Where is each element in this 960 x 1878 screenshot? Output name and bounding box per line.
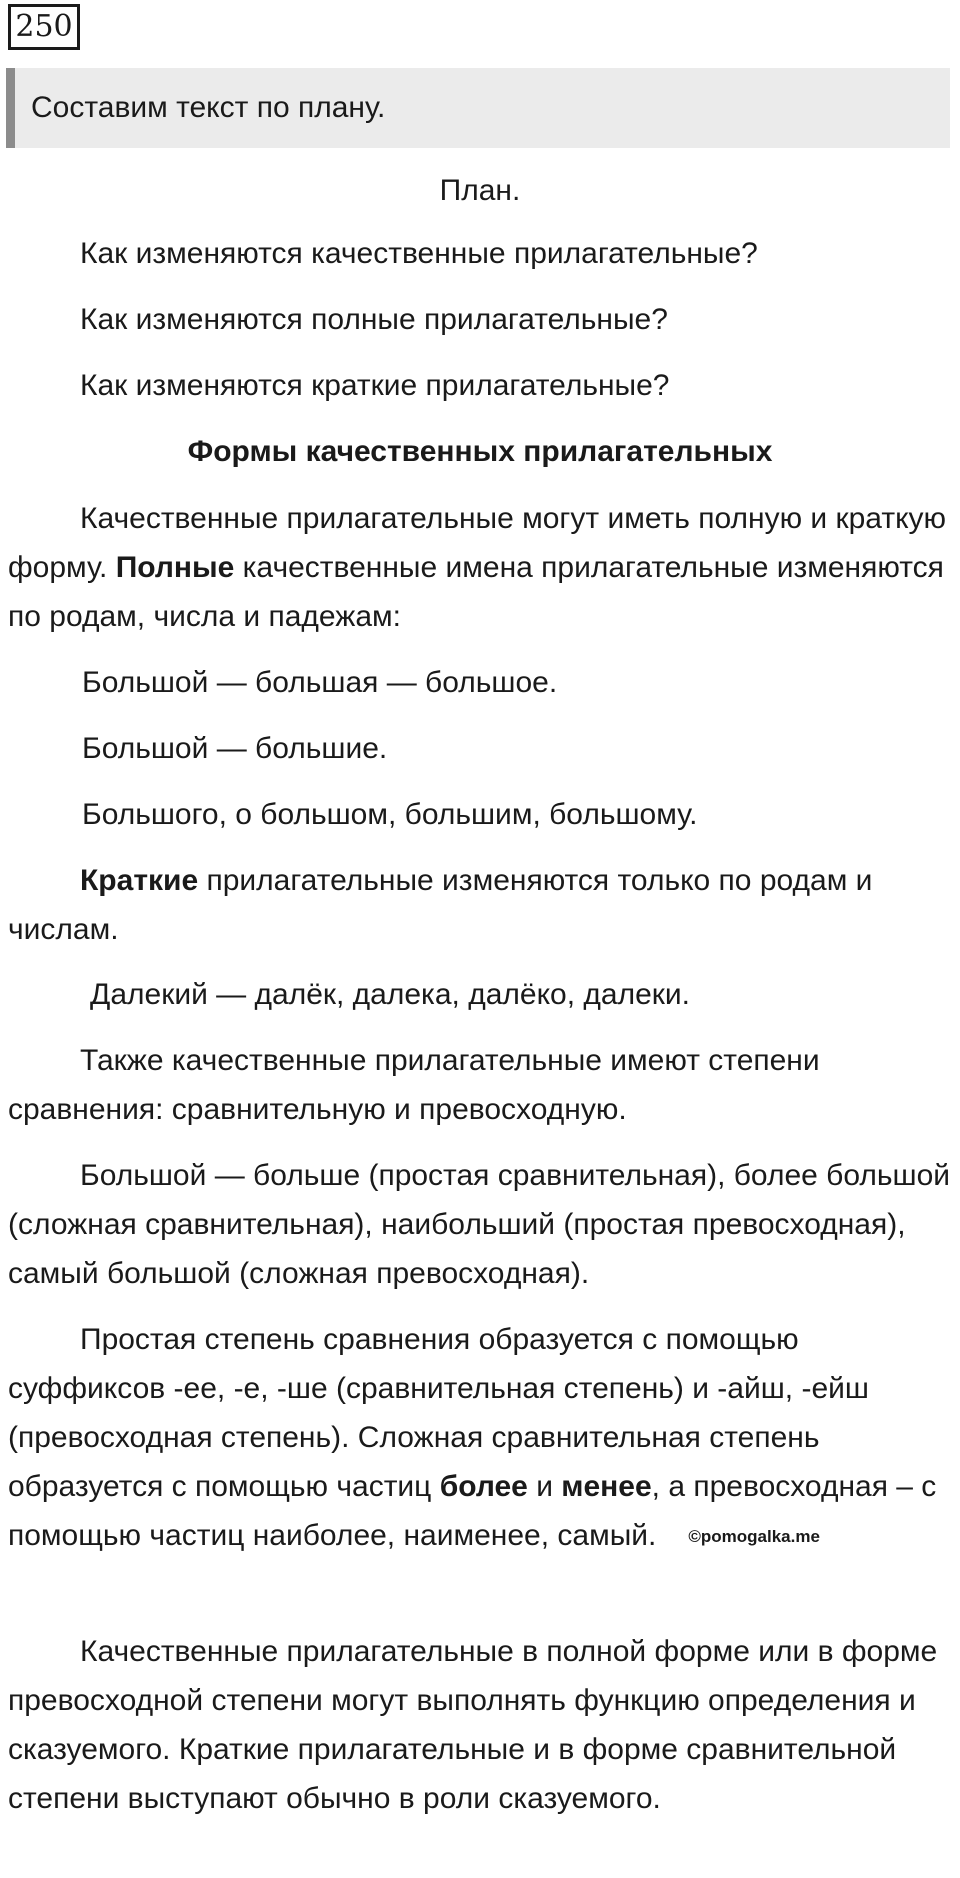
paragraph: Большой — больше (простая сравнительная), более большой (сложная сравнительная), наибольший (простая превосходная), самый большой (сложная превосходная). [8, 1159, 951, 1290]
bold-term: Полные [115, 551, 235, 584]
watermark: ©pomogalka.me [688, 1527, 820, 1546]
example-line: Большого, о большом, большим, большому. [82, 798, 698, 831]
paragraph [8, 494, 952, 641]
plan-item: Как изменяются качественные прилагательные? [80, 237, 758, 270]
paragraph-text: Простая степень сравнения образуется с помощью суффиксов -ее, -е, -ше (сравнительная степень) и -айш, -ейш (превосходная степень). Сложная сравнительная степень образуется с помощью частиц [8, 1323, 869, 1503]
bold-term: более [439, 1470, 528, 1503]
section-heading: Формы качественных прилагательных [187, 435, 773, 468]
bold-term: менее [561, 1470, 652, 1503]
paragraph-text: и [527, 1470, 562, 1503]
task-banner [6, 68, 950, 148]
example-line: Большой — большие. [82, 732, 388, 765]
plan-item: Как изменяются краткие прилагательные? [80, 369, 670, 402]
paragraph-text: прилагательные изменяются только по родам и числам. [8, 864, 873, 946]
paragraph [8, 1315, 952, 1561]
paragraph: Также качественные прилагательные имеют степени сравнения: сравнительную и превосходную. [8, 1044, 820, 1126]
example-line: Большой — большая — большое. [82, 666, 558, 699]
plan-item: Как изменяются полные прилагательные? [80, 303, 668, 336]
plan-title: План. [439, 174, 521, 207]
paragraph-text: , а превосходная – с помощью частиц наиболее, наименее, самый. [8, 1470, 937, 1552]
paragraph: Качественные прилагательные в полной форме или в форме превосходной степени могут выполнять функцию определения и сказуемого. Краткие прилагательные и в форме сравнительной степени выступают обычно в роли сказуемого. [8, 1635, 938, 1815]
paragraph-text: Качественные прилагательные могут иметь полную и краткую форму. [8, 502, 947, 584]
bold-term: Краткие [80, 864, 199, 897]
exercise-number: 250 [8, 4, 80, 50]
task-text: Составим текст по плану. [31, 91, 386, 124]
paragraph [8, 856, 952, 954]
paragraph-text: качественные имена прилагательные изменяются по родам, числа и падежам: [8, 551, 944, 633]
example-line: Далекий — далёк, далека, далёко, далеки. [90, 978, 690, 1011]
